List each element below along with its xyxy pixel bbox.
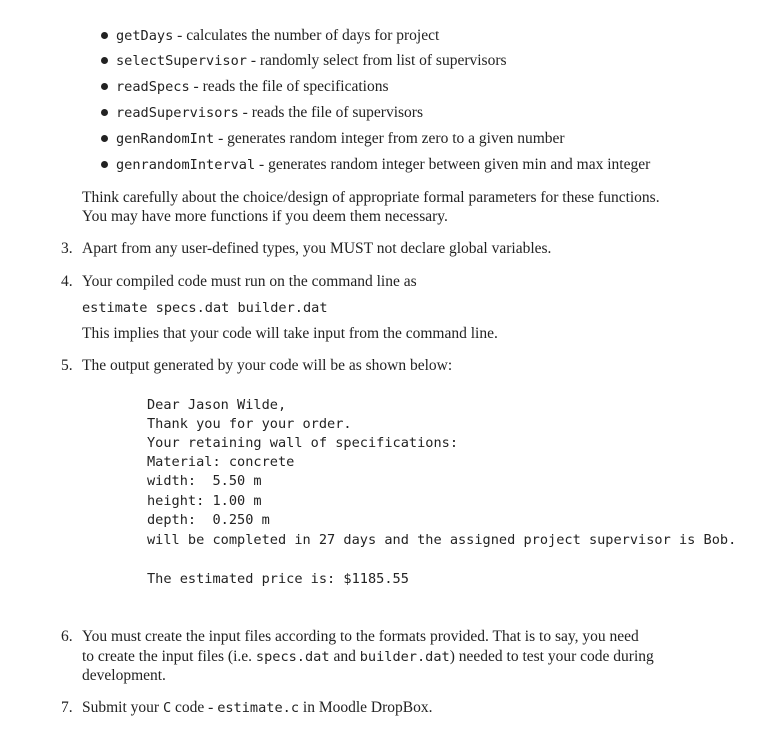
item-number: 6. [61, 628, 73, 645]
item-3-text: Apart from any user-defined types, you MUST not declare global variables. [82, 240, 552, 257]
bullet-icon [101, 109, 108, 116]
item-number: 7. [61, 699, 73, 716]
function-item: readSpecs - reads the file of specifications [116, 78, 389, 95]
function-name: readSpecs [116, 79, 190, 95]
function-desc: calculates the number of days for project [186, 27, 440, 44]
function-item: genRandomInt - generates random integer from zero to a given number [116, 130, 565, 147]
function-name: getDays [116, 28, 174, 44]
source-file-name: estimate.c [217, 700, 300, 716]
builder-file-name: builder.dat [359, 649, 450, 665]
output-line: Dear Jason Wilde, [147, 397, 287, 413]
item-6-line3: development. [82, 667, 166, 684]
function-name: genrandomInterval [116, 157, 256, 173]
output-line: Thank you for your order. [147, 416, 352, 432]
output-line: height: 1.00 m [147, 493, 262, 509]
function-desc: randomly select from list of supervisors [259, 52, 507, 69]
specs-file-name: specs.dat [255, 649, 330, 665]
think-paragraph-line1: Think carefully about the choice/design of appropriate formal parameters for these functions. [82, 189, 660, 206]
item-6-line1: You must create the input files according to the formats provided. That is to say, you need [82, 628, 639, 645]
command-line-example: estimate specs.dat builder.dat [82, 300, 328, 316]
item-number: 3. [61, 240, 73, 257]
think-paragraph-line2: You may have more functions if you deem them necessary. [82, 208, 448, 225]
output-line: will be completed in 27 days and the assigned project supervisor is Bob. [147, 532, 737, 548]
output-line: Material: concrete [147, 454, 295, 470]
function-name: genRandomInt [116, 131, 215, 147]
function-desc: generates random integer from zero to a given number [227, 130, 565, 147]
function-item: readSupervisors - reads the file of supervisors [116, 104, 423, 121]
function-item: genrandomInterval - generates random integer between given min and max integer [116, 156, 651, 173]
item-6-line2: to create the input files (i.e. specs.dat and builder.dat) needed to test your code during [82, 648, 654, 665]
output-line: Your retaining wall of specifications: [147, 435, 458, 451]
function-item: selectSupervisor - randomly select from list of supervisors [116, 52, 507, 69]
function-name: readSupervisors [116, 105, 239, 121]
bullet-icon [101, 135, 108, 142]
function-desc: reads the file of specifications [202, 78, 389, 95]
bullet-icon [101, 32, 108, 39]
item-number: 5. [61, 357, 73, 374]
item-4-text: Your compiled code must run on the command line as [82, 273, 417, 290]
function-item: getDays - calculates the number of days for project [116, 27, 440, 44]
bullet-icon [101, 161, 108, 168]
output-line: width: 5.50 m [147, 473, 262, 489]
language-name: C [162, 700, 172, 716]
bullet-icon [101, 57, 108, 64]
output-line: depth: 0.250 m [147, 512, 270, 528]
function-desc: generates random integer between given min and max integer [268, 156, 651, 173]
item-7-text: Submit your C code - estimate.c in Moodle DropBox. [82, 699, 433, 716]
bullet-icon [101, 83, 108, 90]
item-number: 4. [61, 273, 73, 290]
function-name: selectSupervisor [116, 53, 247, 69]
item-4-after: This implies that your code will take input from the command line. [82, 325, 498, 342]
output-line: The estimated price is: $1185.55 [147, 571, 409, 587]
function-desc: reads the file of supervisors [251, 104, 423, 121]
item-5-text: The output generated by your code will be as shown below: [82, 357, 453, 374]
